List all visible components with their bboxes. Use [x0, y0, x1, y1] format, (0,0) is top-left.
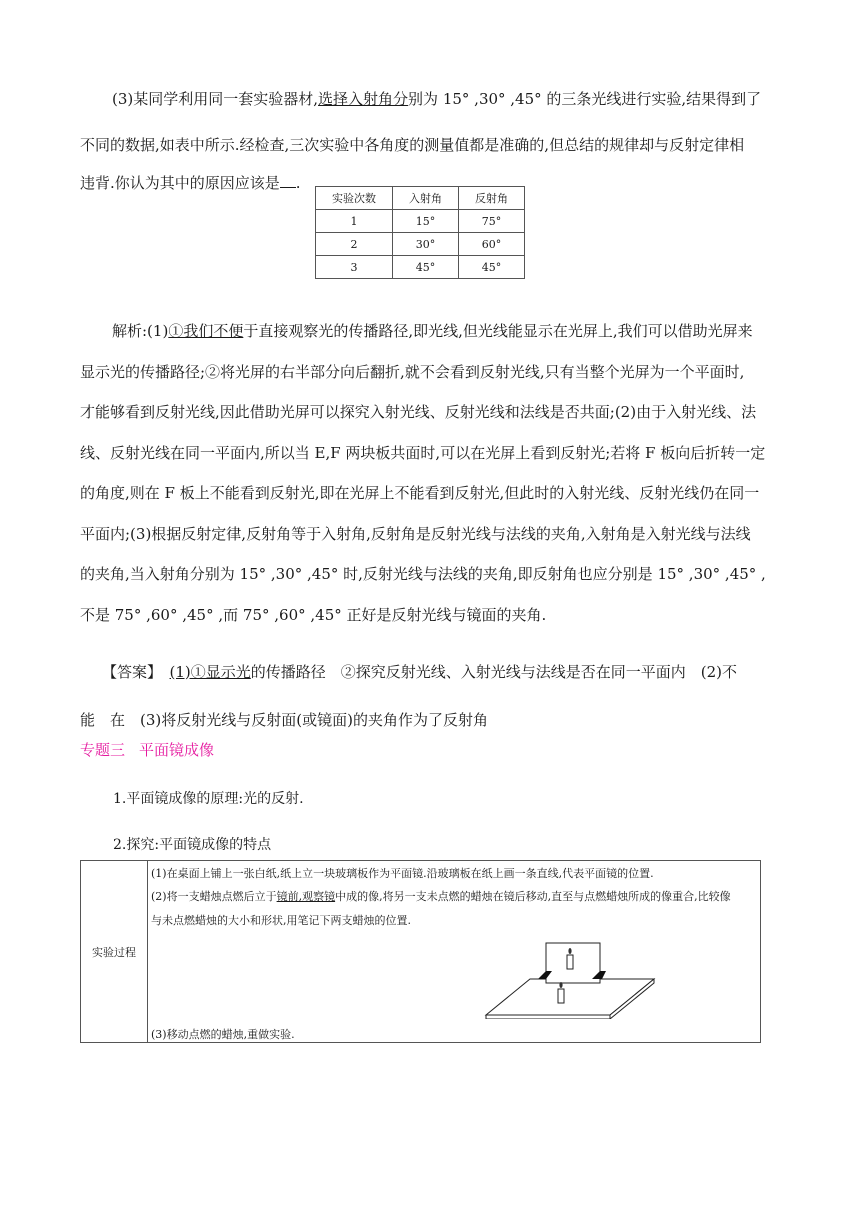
table-header: 反射角 — [459, 187, 525, 210]
table-cell: 30° — [393, 233, 459, 256]
experiment-step-2-cont: 与未点燃蜡烛的大小和形状,用笔记下两支蜡烛的位置. — [151, 914, 411, 927]
topic-heading — [80, 739, 228, 760]
analysis-line: 显示光的传播路径;②将光屏的右半部分向后翻折,就不会看到反射光线,只有当整个光屏为一个平面时, — [80, 362, 745, 381]
table-cell: 45° — [459, 256, 525, 279]
table-row — [316, 210, 525, 233]
table-cell: 15° — [393, 210, 459, 233]
table-cell: 2 — [316, 233, 393, 256]
angle-data-table — [315, 186, 525, 279]
table-cell: 3 — [316, 256, 393, 279]
table-cell: 75° — [459, 210, 525, 233]
experiment-label: 实验过程 — [81, 861, 148, 1042]
table-row — [316, 256, 525, 279]
analysis-line: 的角度,则在 F 板上不能看到反射光,即在光屏上不能看到反射光,但此时的入射光线、反射光线仍在同一 — [80, 484, 760, 502]
analysis — [80, 311, 766, 635]
topic-title: 平面镜成像 — [139, 741, 215, 759]
answer-blank — [280, 173, 296, 188]
answer-line: 能 在 (3)将反射光线与反射面(或镜面)的夹角作为了反射角 — [80, 711, 488, 729]
analysis-line: 平面内;(3)根据反射定律,反射角等于入射角,反射角是反射光线与法线的夹角,入射角是入射光线与法线 — [80, 524, 751, 543]
analysis-line: 不是 75° ,60° ,45° ,而 75° ,60° ,45° 正好是反射光线与镜面的夹角. — [80, 605, 547, 624]
item-explore: 2.探究:平面镜成像的特点 — [113, 837, 272, 853]
topic-number: 专题三 — [80, 741, 126, 759]
table-header-row — [316, 187, 525, 210]
mirror-candle-diagram — [464, 941, 664, 1019]
table-header: 实验次数 — [316, 187, 393, 210]
experiment-step-1: (1)在桌面上铺上一张白纸,纸上立一块玻璃板作为平面镜.沿玻璃板在纸上画一条直线,代表平面镜的位置. — [151, 867, 654, 880]
table-header: 入射角 — [393, 187, 459, 210]
analysis-line: 线、反射光线在同一平面内,所以当 E,F 两块板共面时,可以在光屏上看到反射光;若将 F 板向后折转一定 — [80, 443, 766, 462]
experiment-step-2: (2)将一支蜡烛点燃后立于镜前,观察镜中成的像,将另一支未点燃的蜡烛在镜后移动,直至与点燃蜡烛所成的像重合,比较像 — [151, 890, 731, 903]
table-cell: 45° — [393, 256, 459, 279]
answer-line: 【答案】 (1)①显示光的传播路径 ②探究反射光线、入射光线与法线是否在同一平面内 (2)不 — [102, 663, 738, 681]
analysis-line: 的夹角,当入射角分别为 15° ,30° ,45° 时,反射光线与法线的夹角,即反射角也应分别是 15° ,30° ,45° , — [80, 565, 766, 583]
table-row — [316, 233, 525, 256]
q3-line-2: 不同的数据,如表中所示.经检查,三次实验中各角度的测量值都是准确的,但总结的规律却与反射定律相 — [80, 136, 745, 154]
experiment-steps — [148, 861, 760, 1042]
experiment-table — [80, 860, 761, 1043]
analysis-line: 才能够看到反射光线,因此借助光屏可以探究入射光线、反射光线和法线是否共面;(2)由于入射光线、法 — [80, 403, 757, 421]
answer-label: 【答案】 — [102, 663, 155, 681]
item-principle: 1.平面镜成像的原理:光的反射. — [113, 791, 304, 807]
table-cell: 1 — [316, 210, 393, 233]
answer — [80, 648, 762, 744]
table-cell: 60° — [459, 233, 525, 256]
analysis-line: 解析:(1)①我们不便于直接观察光的传播路径,即光线,但光线能显示在光屏上,我们可以借助光屏来 — [112, 322, 753, 340]
q3-line-1: (3)某同学利用同一套实验器材,选择入射角分别为 15° ,30° ,45° 的三条光线进行实验,结果得到了 — [112, 90, 762, 108]
question-3 — [80, 76, 762, 198]
experiment-step-3: (3)移动点燃的蜡烛,重做实验. — [151, 1028, 295, 1041]
q3-line-3: 违背.你认为其中的原因应该是 . — [80, 174, 301, 192]
